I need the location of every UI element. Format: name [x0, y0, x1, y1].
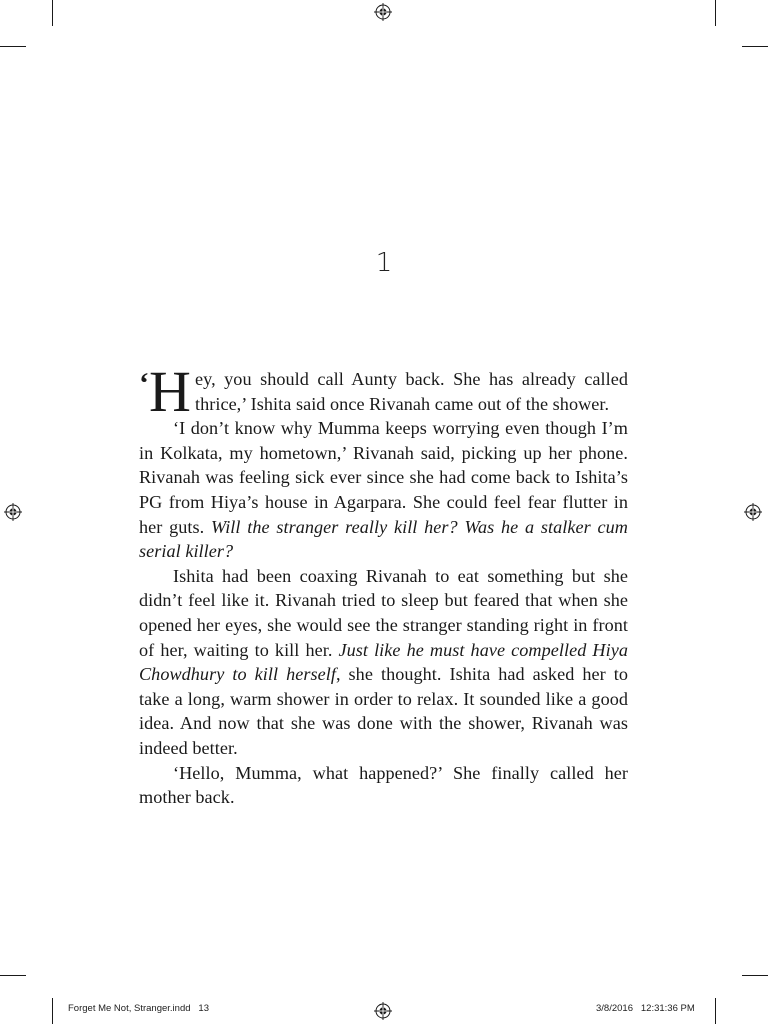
crop-mark-top-right [715, 0, 716, 26]
drop-cap [139, 359, 191, 424]
paragraph-opening-text: ey, you should call Aunty back. She has already called thrice,’ Ishita said once Rivanah came out of the shower. [194, 369, 628, 414]
drop-cap-letter: H [149, 359, 191, 424]
paragraph [139, 416, 628, 564]
paragraph-text: Ishita had been coaxing Rivanah to eat something but she didn’t feel like it. Rivanah tried to sleep but feared that when she opened her eyes, she would see the stranger standing right in front of her, waiting to kill her. [139, 565, 628, 660]
italic-thought: Just like he must have compelled Hiya Chowdhury to kill herself [139, 639, 628, 685]
slug-timestamp: 3/8/2016 12:31:36 PM [596, 1003, 695, 1014]
paragraph-text: ‘I don’t know why Mumma keeps worrying even though I’m in Kolkata, my hometown,’ Rivanah said, picking up her phone. Rivanah was feeling sick ever since she had come back to Ishita’s PG from Hiya’s house in Agarpara. She could feel fear flutter in her guts. [139, 418, 628, 537]
paragraph [139, 761, 628, 810]
chapter-number: 1 [375, 248, 393, 278]
slug-file-name: Forget Me Not, Stranger.indd 13 [68, 1003, 209, 1014]
italic-thought: Will the stranger really kill her? Was he a stalker cum serial killer? [139, 516, 628, 562]
registration-target-icon [4, 503, 22, 521]
crop-mark-bottom-left [52, 998, 53, 1024]
registration-target-icon [374, 1002, 392, 1020]
crop-mark-top-left [52, 0, 53, 26]
chapter-body [139, 359, 628, 810]
crop-mark-right-bottom [742, 975, 768, 976]
paragraph-text: , she thought. Ishita had asked her to take a long, warm shower in order to relax. It sounded like a good idea. And now that she was done with the shower, Rivanah was indeed better. [139, 664, 628, 758]
paragraph-text: ‘Hello, Mumma, what happened?’ She finally called her mother back. [139, 762, 628, 808]
crop-mark-bottom-right [715, 998, 716, 1024]
drop-cap-quote: ‘ [139, 367, 150, 400]
paragraph [139, 564, 628, 761]
paragraph-opening [139, 359, 628, 424]
registration-target-icon [374, 3, 392, 21]
registration-target-icon [744, 503, 762, 521]
crop-mark-left-bottom [0, 975, 26, 976]
crop-mark-left-top [0, 46, 26, 47]
crop-mark-right-top [742, 46, 768, 47]
